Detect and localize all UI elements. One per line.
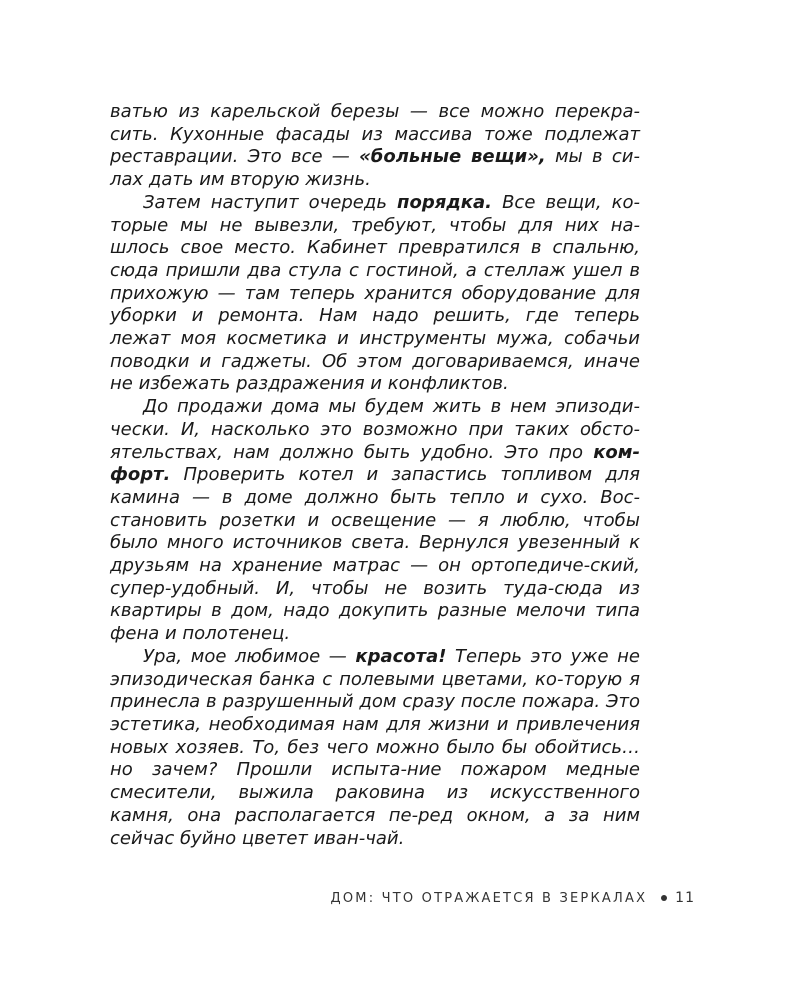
bullet-dot-icon [661,895,667,901]
running-footer [300,890,695,906]
page-number: 11 [675,890,695,906]
text-run: Проверить котел и запастись топливом для камина — в доме должно быть тепло и сухо. Вос-становить розетки и освещение — я люблю, чтобы было много источников света. Вернулся увезенный к друзьям на хранение матрас — он ортопедиче-ский, супер-удобный. И, чтобы не возить туда-сюда из квартиры в дом, надо докупить разные мелочи типа фена и полотенец. [110,464,640,645]
text-run: мы в си-лах дать им вторую жизнь. [110,146,640,191]
text-run: ватью из карельской березы — все можно перекра-сить. Кухонные фасады из массива тоже подлежат реставрации. Это все — [110,101,640,168]
bold-term-komfort: ком-форт. [110,441,640,486]
paragraph-1 [110,101,640,192]
text-run: Затем наступит очередь [143,191,398,213]
bold-term-krasota: красота! [355,645,447,667]
text-run: Теперь это уже не эпизодическая банка с полевыми цветами, ко-торую я принесла в разрушенный дом сразу после пожара. Это эстетика, необходимая нам для жизни и привлечения новых хозяев. То, без чего можно было бы обойтись… но зачем? Прошли испыта-ние пожаром медные смесители, выжила раковина из искусственного камня, она располагается пе-ред окном, а за ним сейчас буйно цветет иван-чай. [110,645,640,849]
paragraph-2 [110,192,640,396]
bold-term-bolnye-veshchi: «больные вещи», [359,146,546,168]
body-text [110,101,640,850]
book-title: ДОМ: ЧТО ОТРАЖАЕТСЯ В ЗЕРКАЛАХ [330,890,648,906]
text-run: Все вещи, ко-торые мы не вывезли, требуют, чтобы для них на-шлось свое место. Кабинет превратился в спальню, сюда пришли два стула с гостиной, а стеллаж ушел в прихожую — там теперь хранится оборудование для уборки и ремонта. Нам надо решить, где теперь лежат моя косметика и инструменты мужа, собачьи поводки и гаджеты. Об этом договариваемся, иначе не избежать раздражения и конфликтов. [110,191,640,395]
text-run: До продажи дома мы будем жить в нем эпизоди-чески. И, насколько это возможно при таких обсто-ятельствах, нам должно быть удобно. Это про [110,396,640,463]
paragraph-4 [110,646,640,850]
bold-term-poryadok: порядка. [397,191,492,213]
paragraph-3 [110,396,640,646]
text-run: Ура, мое любимое — [143,645,356,667]
